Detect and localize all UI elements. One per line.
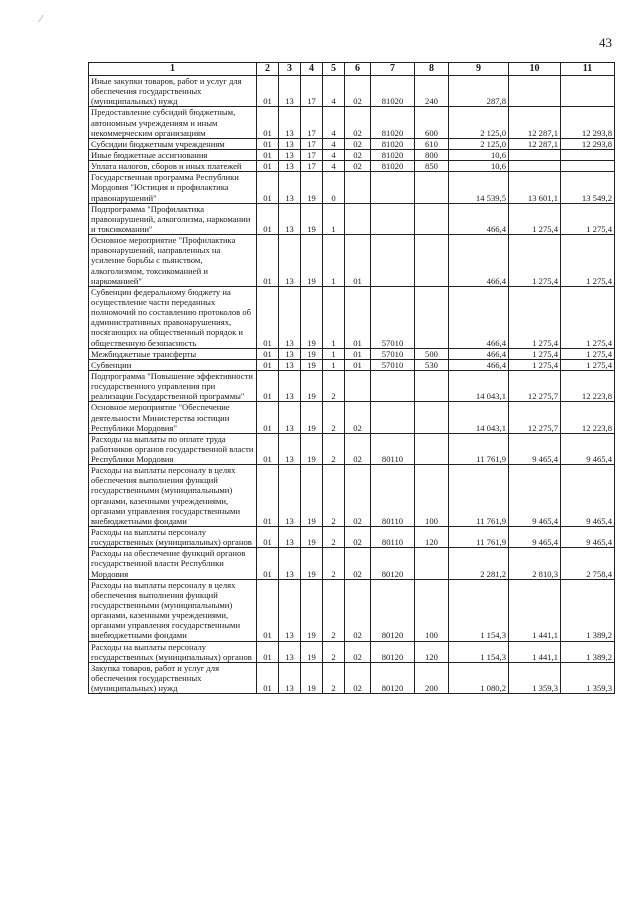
- cell-col-2: 01: [257, 172, 279, 203]
- cell-col-5: 2: [323, 548, 345, 579]
- cell-col-3: 13: [279, 359, 301, 370]
- cell-col-7: 80110: [371, 465, 415, 527]
- cell-col-4: 19: [301, 172, 323, 203]
- cell-col-5: 1: [323, 235, 345, 287]
- table-row: [89, 402, 615, 433]
- column-header-10: 10: [509, 63, 561, 76]
- cell-col-11: 12 223,8: [561, 402, 615, 433]
- row-name-cell: [89, 359, 257, 370]
- table-row: [89, 465, 615, 527]
- cell-col-6: 02: [345, 149, 371, 160]
- cell-col-5: 4: [323, 76, 345, 107]
- cell-col-11: 12 223,8: [561, 370, 615, 401]
- cell-col-9: 14 043,1: [449, 402, 509, 433]
- cell-col-4: 19: [301, 286, 323, 348]
- cell-col-9: 10,6: [449, 149, 509, 160]
- cell-col-4: 19: [301, 548, 323, 579]
- cell-col-9: 466,4: [449, 203, 509, 234]
- column-header-5: 5: [323, 63, 345, 76]
- row-name: Основное мероприятие "Профилактика правонарушений, направленных на усиление борьбы с пьянством, алкоголизмом, токсикоманией и наркоманией": [91, 235, 236, 286]
- scan-mark: ⁄: [40, 14, 42, 25]
- cell-col-11: 1 275,4: [561, 235, 615, 287]
- cell-col-2: 01: [257, 579, 279, 641]
- column-header-9: 9: [449, 63, 509, 76]
- page-number: 43: [599, 35, 612, 50]
- cell-col-4: 19: [301, 203, 323, 234]
- cell-col-2: 01: [257, 662, 279, 693]
- cell-col-8: 530: [415, 359, 449, 370]
- cell-col-9: 11 761,9: [449, 465, 509, 527]
- cell-col-6: 02: [345, 465, 371, 527]
- cell-col-7: 57010: [371, 348, 415, 359]
- cell-col-6: 01: [345, 286, 371, 348]
- cell-col-2: 01: [257, 203, 279, 234]
- cell-col-4: 19: [301, 662, 323, 693]
- cell-col-10: 1 275,4: [509, 348, 561, 359]
- cell-col-6: 02: [345, 161, 371, 172]
- cell-col-7: [371, 172, 415, 203]
- column-header-11: 11: [561, 63, 615, 76]
- cell-col-10: 12 275,7: [509, 370, 561, 401]
- cell-col-2: 01: [257, 348, 279, 359]
- cell-col-10: 1 275,4: [509, 286, 561, 348]
- table-row: [89, 161, 615, 172]
- row-name-cell: [89, 149, 257, 160]
- cell-col-3: 13: [279, 107, 301, 138]
- cell-col-6: 02: [345, 527, 371, 548]
- cell-col-11: 1 389,2: [561, 579, 615, 641]
- cell-col-10: 1 359,3: [509, 662, 561, 693]
- cell-col-9: 466,4: [449, 235, 509, 287]
- table-row: [89, 107, 615, 138]
- cell-col-5: 2: [323, 433, 345, 464]
- cell-col-10: 1 275,4: [509, 359, 561, 370]
- table-row: [89, 662, 615, 693]
- row-name-cell: [89, 579, 257, 641]
- cell-col-4: 19: [301, 348, 323, 359]
- row-name: Межбюджетные трансферты: [91, 348, 197, 359]
- cell-col-8: 610: [415, 138, 449, 149]
- cell-col-3: 13: [279, 149, 301, 160]
- cell-col-9: 287,8: [449, 76, 509, 107]
- cell-col-5: 1: [323, 359, 345, 370]
- row-name: Субвенции: [91, 359, 132, 370]
- cell-col-3: 13: [279, 235, 301, 287]
- cell-col-10: 12 287,1: [509, 138, 561, 149]
- cell-col-2: 01: [257, 235, 279, 287]
- cell-col-8: [415, 286, 449, 348]
- cell-col-8: [415, 548, 449, 579]
- cell-col-11: 13 549,2: [561, 172, 615, 203]
- table-row: [89, 370, 615, 401]
- cell-col-3: 13: [279, 172, 301, 203]
- table-row: [89, 359, 615, 370]
- cell-col-9: 2 281,2: [449, 548, 509, 579]
- cell-col-10: [509, 161, 561, 172]
- cell-col-3: 13: [279, 370, 301, 401]
- cell-col-5: 2: [323, 662, 345, 693]
- cell-col-7: 80110: [371, 527, 415, 548]
- cell-col-6: 02: [345, 548, 371, 579]
- column-header-2: 2: [257, 63, 279, 76]
- cell-col-7: 81020: [371, 138, 415, 149]
- cell-col-2: 01: [257, 548, 279, 579]
- table-body: [89, 76, 615, 694]
- cell-col-4: 19: [301, 579, 323, 641]
- cell-col-3: 13: [279, 662, 301, 693]
- cell-col-6: 02: [345, 641, 371, 662]
- row-name: Расходы на выплаты персоналу в целях обеспечения выполнения функций государственными (муниципальными) органами, казенными учреждениями, органами управления государственными внебюджетными фондами: [91, 465, 241, 526]
- table-row: [89, 76, 615, 107]
- cell-col-10: 12 275,7: [509, 402, 561, 433]
- cell-col-9: 11 761,9: [449, 527, 509, 548]
- row-name-cell: [89, 76, 257, 107]
- cell-col-8: 600: [415, 107, 449, 138]
- cell-col-5: 2: [323, 527, 345, 548]
- cell-col-10: 1 441,1: [509, 641, 561, 662]
- cell-col-9: 10,6: [449, 161, 509, 172]
- cell-col-9: 1 154,3: [449, 579, 509, 641]
- cell-col-11: [561, 149, 615, 160]
- row-name-cell: [89, 370, 257, 401]
- header-row: [89, 63, 615, 76]
- row-name: Закупка товаров, работ и услуг для обеспечения государственных (муниципальных) нужд: [91, 662, 220, 694]
- cell-col-11: 1 275,4: [561, 348, 615, 359]
- row-name: Субвенции федеральному бюджету на осуществление части переданных полномочий по составлению протоколов об административных правонарушениях, посягающих на общественный порядок и общественную безопасность: [91, 286, 252, 348]
- cell-col-4: 19: [301, 235, 323, 287]
- row-name: Расходы на выплаты персоналу государственных (муниципальных) органов: [91, 527, 252, 548]
- cell-col-2: 01: [257, 641, 279, 662]
- cell-col-6: 02: [345, 579, 371, 641]
- cell-col-7: [371, 370, 415, 401]
- table-row: [89, 138, 615, 149]
- cell-col-7: 81020: [371, 76, 415, 107]
- cell-col-10: 1 275,4: [509, 235, 561, 287]
- cell-col-3: 13: [279, 433, 301, 464]
- cell-col-2: 01: [257, 370, 279, 401]
- row-name: Иные бюджетные ассигнования: [91, 149, 208, 160]
- table-row: [89, 579, 615, 641]
- cell-col-4: 19: [301, 465, 323, 527]
- cell-col-5: 4: [323, 161, 345, 172]
- row-name: Расходы на выплаты персоналу в целях обеспечения выполнения функций государственными (муниципальными) органами, казенными учреждениями, органами управления государственными внебюджетными фондами: [91, 579, 241, 641]
- cell-col-3: 13: [279, 161, 301, 172]
- row-name: Предоставление субсидий бюджетным, автономным учреждениям и иным некоммерческим организациям: [91, 107, 236, 138]
- cell-col-8: [415, 235, 449, 287]
- cell-col-3: 13: [279, 527, 301, 548]
- table-row: [89, 527, 615, 548]
- table-row: [89, 235, 615, 287]
- cell-col-8: 800: [415, 149, 449, 160]
- cell-col-2: 01: [257, 107, 279, 138]
- row-name-cell: [89, 662, 257, 693]
- cell-col-4: 17: [301, 138, 323, 149]
- cell-col-3: 13: [279, 348, 301, 359]
- cell-col-9: 2 125,0: [449, 107, 509, 138]
- row-name-cell: [89, 641, 257, 662]
- cell-col-7: [371, 203, 415, 234]
- cell-col-9: 1 154,3: [449, 641, 509, 662]
- cell-col-11: 1 275,4: [561, 203, 615, 234]
- cell-col-4: 19: [301, 402, 323, 433]
- row-name: Расходы на обеспечение функций органов государственной власти Республики Мордовия: [91, 548, 246, 579]
- row-name-cell: [89, 348, 257, 359]
- cell-col-11: [561, 161, 615, 172]
- cell-col-8: [415, 203, 449, 234]
- cell-col-3: 13: [279, 76, 301, 107]
- row-name-cell: [89, 433, 257, 464]
- cell-col-4: 17: [301, 76, 323, 107]
- cell-col-2: 01: [257, 433, 279, 464]
- cell-col-2: 01: [257, 527, 279, 548]
- cell-col-4: 17: [301, 107, 323, 138]
- cell-col-5: 2: [323, 465, 345, 527]
- cell-col-10: 2 810,3: [509, 548, 561, 579]
- cell-col-2: 01: [257, 161, 279, 172]
- cell-col-11: 12 293,8: [561, 138, 615, 149]
- cell-col-5: 2: [323, 579, 345, 641]
- cell-col-9: 466,4: [449, 348, 509, 359]
- cell-col-6: 02: [345, 402, 371, 433]
- cell-col-5: 4: [323, 138, 345, 149]
- cell-col-8: 850: [415, 161, 449, 172]
- cell-col-3: 13: [279, 548, 301, 579]
- cell-col-11: 1 275,4: [561, 359, 615, 370]
- cell-col-10: [509, 76, 561, 107]
- cell-col-5: 1: [323, 203, 345, 234]
- cell-col-3: 13: [279, 579, 301, 641]
- cell-col-11: 12 293,8: [561, 107, 615, 138]
- cell-col-10: 9 465,4: [509, 527, 561, 548]
- cell-col-7: 80120: [371, 641, 415, 662]
- cell-col-10: 12 287,1: [509, 107, 561, 138]
- budget-table-wrapper: [88, 62, 614, 694]
- row-name-cell: [89, 161, 257, 172]
- cell-col-3: 13: [279, 465, 301, 527]
- cell-col-7: 57010: [371, 286, 415, 348]
- cell-col-10: 9 465,4: [509, 433, 561, 464]
- cell-col-6: 01: [345, 348, 371, 359]
- column-header-8: 8: [415, 63, 449, 76]
- cell-col-10: 13 601,1: [509, 172, 561, 203]
- cell-col-10: 1 441,1: [509, 579, 561, 641]
- table-row: [89, 149, 615, 160]
- cell-col-11: 1 389,2: [561, 641, 615, 662]
- cell-col-2: 01: [257, 76, 279, 107]
- cell-col-4: 19: [301, 527, 323, 548]
- table-row: [89, 433, 615, 464]
- cell-col-9: 11 761,9: [449, 433, 509, 464]
- cell-col-9: 14 539,5: [449, 172, 509, 203]
- cell-col-2: 01: [257, 149, 279, 160]
- cell-col-9: 14 043,1: [449, 370, 509, 401]
- cell-col-10: [509, 149, 561, 160]
- cell-col-8: 120: [415, 527, 449, 548]
- row-name-cell: [89, 172, 257, 203]
- cell-col-4: 19: [301, 359, 323, 370]
- cell-col-11: 1 275,4: [561, 286, 615, 348]
- cell-col-7: 80120: [371, 548, 415, 579]
- cell-col-8: [415, 402, 449, 433]
- column-header-1: 1: [89, 63, 257, 76]
- row-name-cell: [89, 286, 257, 348]
- cell-col-5: 1: [323, 348, 345, 359]
- row-name-cell: [89, 138, 257, 149]
- table-row: [89, 641, 615, 662]
- table-row: [89, 286, 615, 348]
- cell-col-7: 57010: [371, 359, 415, 370]
- cell-col-8: 200: [415, 662, 449, 693]
- cell-col-6: 01: [345, 235, 371, 287]
- cell-col-11: 2 758,4: [561, 548, 615, 579]
- cell-col-8: 120: [415, 641, 449, 662]
- row-name: Уплата налогов, сборов и иных платежей: [91, 161, 242, 172]
- cell-col-5: 1: [323, 286, 345, 348]
- row-name: Расходы на выплаты персоналу государственных (муниципальных) органов: [91, 641, 252, 662]
- cell-col-7: 81020: [371, 107, 415, 138]
- cell-col-2: 01: [257, 138, 279, 149]
- cell-col-11: 9 465,4: [561, 433, 615, 464]
- cell-col-8: 100: [415, 465, 449, 527]
- row-name: Субсидии бюджетным учреждениям: [91, 138, 225, 149]
- row-name: Иные закупки товаров, работ и услуг для обеспечения государственных (муниципальных) нужд: [91, 76, 242, 107]
- column-header-6: 6: [345, 63, 371, 76]
- cell-col-2: 01: [257, 402, 279, 433]
- cell-col-7: 80120: [371, 662, 415, 693]
- cell-col-7: 80110: [371, 433, 415, 464]
- cell-col-6: [345, 370, 371, 401]
- cell-col-6: [345, 203, 371, 234]
- row-name-cell: [89, 107, 257, 138]
- cell-col-7: 81020: [371, 149, 415, 160]
- row-name: Государственная программа Республики Мордовия "Юстиция и профилактика правонарушений": [91, 172, 239, 203]
- row-name: Основное мероприятие "Обеспечение деятельности Министерства юстиции Республики Мордовия": [91, 402, 230, 433]
- cell-col-5: 0: [323, 172, 345, 203]
- cell-col-5: 2: [323, 641, 345, 662]
- cell-col-4: 17: [301, 161, 323, 172]
- row-name-cell: [89, 465, 257, 527]
- cell-col-3: 13: [279, 402, 301, 433]
- row-name-cell: [89, 527, 257, 548]
- cell-col-4: 19: [301, 641, 323, 662]
- cell-col-5: 4: [323, 149, 345, 160]
- cell-col-5: 2: [323, 370, 345, 401]
- table-row: [89, 548, 615, 579]
- column-header-7: 7: [371, 63, 415, 76]
- table-row: [89, 172, 615, 203]
- cell-col-6: 01: [345, 359, 371, 370]
- cell-col-3: 13: [279, 641, 301, 662]
- cell-col-6: 02: [345, 662, 371, 693]
- cell-col-4: 19: [301, 433, 323, 464]
- table-row: [89, 348, 615, 359]
- cell-col-11: 9 465,4: [561, 527, 615, 548]
- cell-col-9: 466,4: [449, 359, 509, 370]
- cell-col-8: [415, 433, 449, 464]
- cell-col-6: [345, 172, 371, 203]
- cell-col-9: 2 125,0: [449, 138, 509, 149]
- cell-col-6: 02: [345, 76, 371, 107]
- row-name: Подпрограмма "Профилактика правонарушений, алкоголизма, наркомании и токсикомании": [91, 203, 251, 234]
- cell-col-5: 4: [323, 107, 345, 138]
- cell-col-7: 81020: [371, 161, 415, 172]
- column-header-3: 3: [279, 63, 301, 76]
- cell-col-8: 240: [415, 76, 449, 107]
- cell-col-7: 80120: [371, 579, 415, 641]
- cell-col-5: 2: [323, 402, 345, 433]
- cell-col-11: 1 359,3: [561, 662, 615, 693]
- row-name: Расходы на выплаты по оплате труда работников органов государственной власти Республики Мордовия: [91, 433, 254, 465]
- cell-col-8: [415, 370, 449, 401]
- cell-col-2: 01: [257, 359, 279, 370]
- column-header-4: 4: [301, 63, 323, 76]
- cell-col-2: 01: [257, 465, 279, 527]
- row-name-cell: [89, 548, 257, 579]
- cell-col-4: 19: [301, 370, 323, 401]
- cell-col-7: [371, 402, 415, 433]
- cell-col-3: 13: [279, 286, 301, 348]
- cell-col-8: [415, 172, 449, 203]
- cell-col-4: 17: [301, 149, 323, 160]
- cell-col-8: 100: [415, 579, 449, 641]
- cell-col-10: 1 275,4: [509, 203, 561, 234]
- cell-col-11: [561, 76, 615, 107]
- cell-col-9: 466,4: [449, 286, 509, 348]
- cell-col-6: 02: [345, 138, 371, 149]
- cell-col-3: 13: [279, 203, 301, 234]
- cell-col-11: 9 465,4: [561, 465, 615, 527]
- row-name: Подпрограмма "Повышение эффективности государственного управления при реализации Государственной программы": [91, 370, 253, 402]
- budget-table: [88, 62, 615, 694]
- cell-col-7: [371, 235, 415, 287]
- cell-col-10: 9 465,4: [509, 465, 561, 527]
- row-name-cell: [89, 203, 257, 234]
- row-name-cell: [89, 402, 257, 433]
- cell-col-3: 13: [279, 138, 301, 149]
- table-row: [89, 203, 615, 234]
- cell-col-8: 500: [415, 348, 449, 359]
- cell-col-9: 1 080,2: [449, 662, 509, 693]
- cell-col-2: 01: [257, 286, 279, 348]
- cell-col-6: 02: [345, 107, 371, 138]
- row-name-cell: [89, 235, 257, 287]
- cell-col-6: 02: [345, 433, 371, 464]
